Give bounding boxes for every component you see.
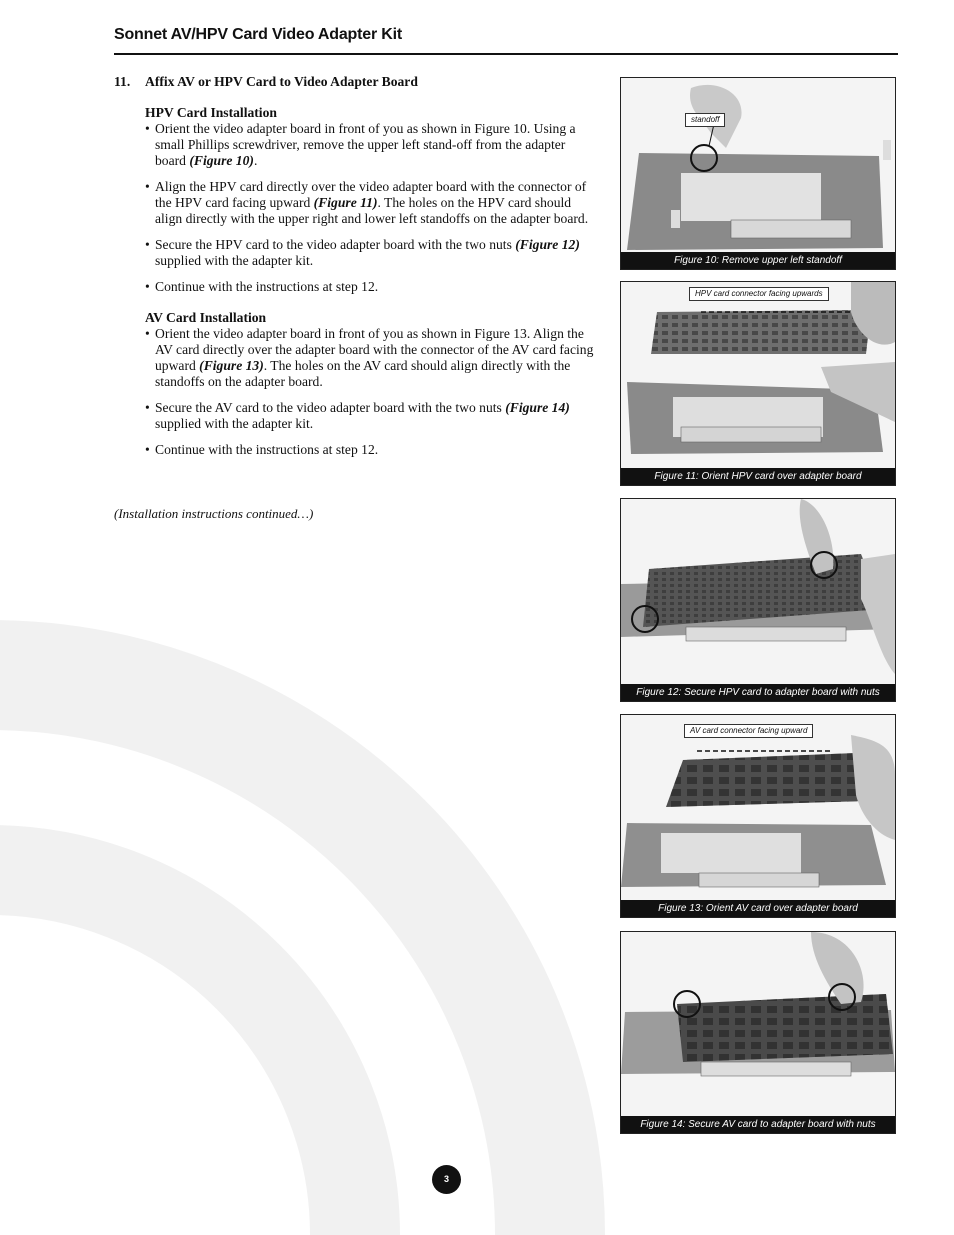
step-title	[114, 74, 594, 90]
continued-note: (Installation instructions continued…)	[114, 506, 314, 521]
bullet-text-end: supplied with the adapter kit.	[155, 416, 314, 431]
figure-11	[620, 281, 896, 486]
figure-ref: (Figure 10)	[189, 153, 254, 168]
instructions-column	[114, 74, 594, 468]
bullet-text-end: . The holes on the AV card should align directly with the standoffs on the adapter board.	[155, 358, 571, 389]
bullet-text: Secure the AV card to the video adapter board with the two nuts	[155, 400, 506, 415]
hpv-bullet-4	[145, 279, 594, 295]
figure-13-photo	[621, 715, 895, 900]
bullet-text: Orient the video adapter board in front of you as shown in Figure 10. Using a small Phillips screwdriver, remove the upper left stand-off from the adapter board	[155, 121, 576, 168]
hpv-connector-callout: HPV card connector facing upwards	[689, 287, 829, 301]
figure-ref: (Figure 14)	[505, 400, 570, 415]
bullet-text: Continue with the instructions at step 12.	[155, 442, 379, 457]
figure-11-caption: Figure 11: Orient HPV card over adapter board	[621, 468, 895, 485]
bullet-text-end: supplied with the adapter kit.	[155, 253, 314, 268]
bullet-marker: •	[145, 279, 150, 294]
av-section	[145, 310, 594, 458]
hpv-heading: HPV Card Installation	[145, 105, 277, 120]
av-bullet-1	[145, 326, 594, 390]
page-number: 3	[432, 1165, 461, 1194]
figure-10-caption: Figure 10: Remove upper left standoff	[621, 252, 895, 269]
bullet-marker: •	[145, 121, 150, 136]
figure-ref: (Figure 12)	[515, 237, 580, 252]
figure-14	[620, 931, 896, 1134]
figure-14-photo	[621, 932, 895, 1116]
standoff-callout: standoff	[685, 113, 725, 127]
figure-12	[620, 498, 896, 702]
av-bullet-2	[145, 400, 594, 432]
bullet-marker: •	[145, 179, 150, 194]
hpv-bullet-1	[145, 121, 594, 169]
document-title: Sonnet AV/HPV Card Video Adapter Kit	[114, 26, 402, 43]
bullet-text-end: . The holes on the HPV card should align directly with the upper right and lower left standoffs on the adapter board.	[155, 195, 589, 226]
bullet-marker: •	[145, 326, 150, 341]
figure-11-photo	[621, 282, 895, 468]
hpv-section	[145, 105, 594, 295]
bullet-text-end: .	[253, 153, 258, 168]
hpv-bullet-2	[145, 179, 594, 227]
figure-13-caption: Figure 13: Orient AV card over adapter board	[621, 900, 895, 917]
figure-12-photo	[621, 499, 895, 684]
step-heading: Affix AV or HPV Card to Video Adapter Board	[145, 74, 418, 89]
bullet-text: Align the HPV card directly over the video adapter board with the connector of the HPV card facing upward	[155, 179, 587, 210]
figure-10-photo	[621, 78, 895, 252]
av-connector-callout: AV card connector facing upward	[684, 724, 813, 738]
bullet-text: Secure the HPV card to the video adapter board with the two nuts	[155, 237, 516, 252]
bullet-marker: •	[145, 442, 150, 457]
figure-ref: (Figure 11)	[313, 195, 378, 210]
figure-10	[620, 77, 896, 270]
figure-13	[620, 714, 896, 918]
bullet-marker: •	[145, 400, 150, 415]
hpv-bullet-3	[145, 237, 594, 269]
bullet-text: Orient the video adapter board in front of you as shown in Figure 13. Align the AV card directly over the adapter board with the connector of the AV card facing upward	[155, 326, 594, 373]
figure-12-caption: Figure 12: Secure HPV card to adapter board with nuts	[621, 684, 895, 701]
figure-14-caption: Figure 14: Secure AV card to adapter board with nuts	[621, 1116, 895, 1133]
bullet-text: Continue with the instructions at step 12.	[155, 279, 379, 294]
av-heading: AV Card Installation	[145, 310, 267, 325]
bullet-marker: •	[145, 237, 150, 252]
header-rule	[114, 53, 898, 55]
av-bullet-3	[145, 442, 594, 458]
figure-ref: (Figure 13)	[199, 358, 264, 373]
step-number: 11.	[114, 74, 131, 89]
